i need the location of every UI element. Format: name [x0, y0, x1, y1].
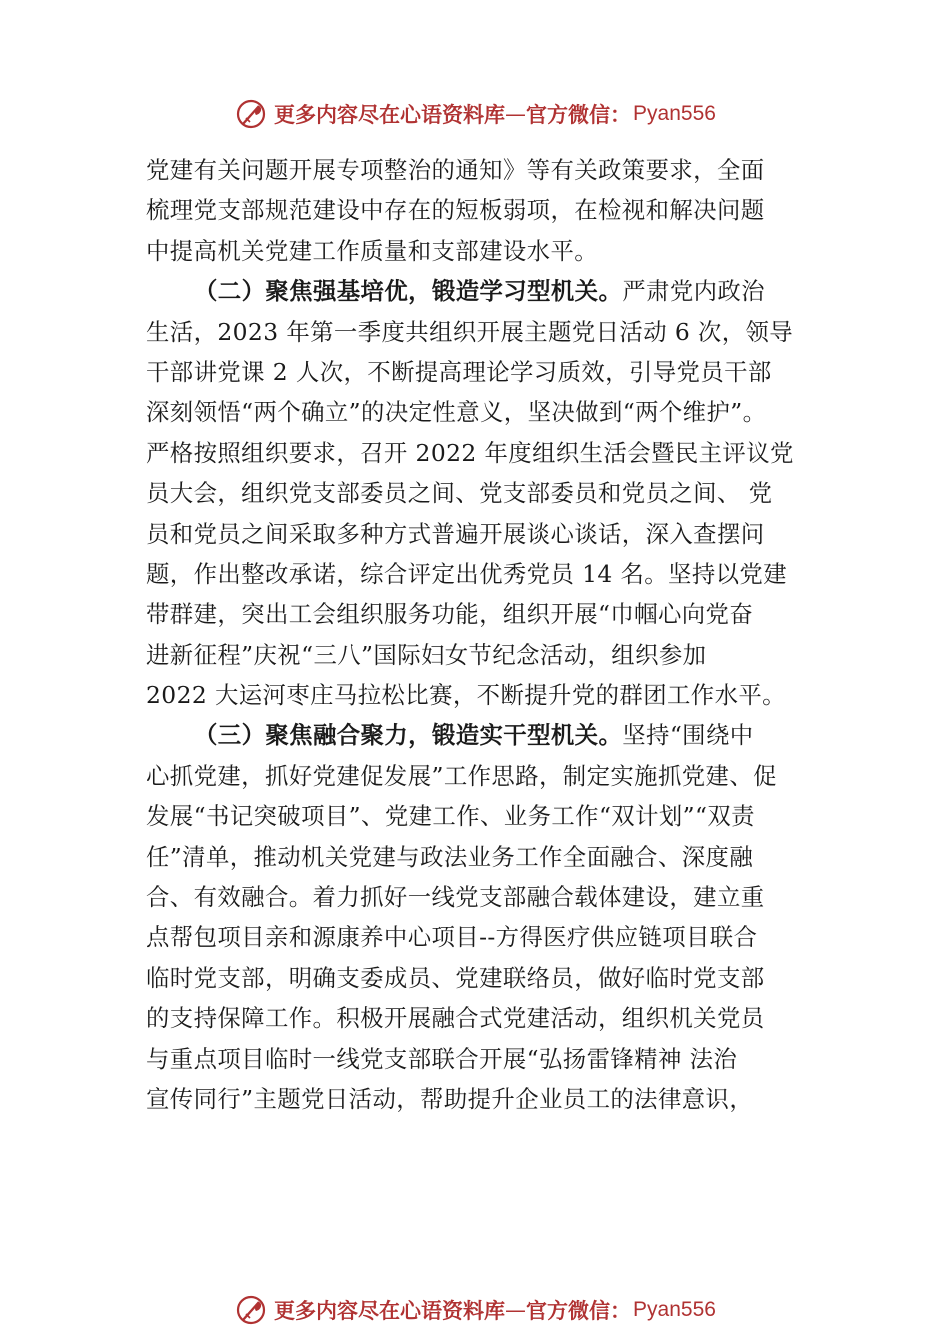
paragraph-line [146, 312, 808, 352]
line-text: 带群建，突出工会组织服务功能，组织开展“巾帼心向党奋 [146, 600, 754, 629]
line-text: 合、有效融合。着力抓好一线党支部融合载体建设，建立重 [146, 883, 765, 912]
banner-wechat-id: Pyan556 [633, 102, 716, 125]
paragraph-line [146, 392, 808, 432]
banner-dash: — [505, 1298, 527, 1322]
paragraph-line [146, 877, 808, 917]
line-text: 党建有关问题开展专项整治的通知》等有关政策要求，全面 [146, 156, 765, 184]
line-text: 临时党支部，明确支委成员、党建联络员，做好临时党支部 [146, 963, 765, 992]
paragraph-line [146, 796, 808, 836]
feather-pen-seal-icon [234, 97, 268, 131]
line-text: 中提高机关党建工作质量和支部建设水平。 [146, 236, 599, 265]
paragraph-line [146, 675, 808, 715]
paragraph-line [146, 554, 808, 594]
line-text: 严肃党内政治 [622, 277, 765, 306]
line-text: 员和党员之间采取多种方式普遍开展谈心谈话，深入查摆问 [146, 519, 765, 548]
paragraph-line [146, 958, 808, 998]
banner-wechat-id: Pyan556 [633, 1298, 716, 1321]
paragraph-line [146, 756, 808, 796]
banner-brand-text: 更多内容尽在心语资料库 [274, 103, 506, 127]
paragraph-line [146, 837, 808, 877]
line-text: 的支持保障工作。积极开展融合式党建活动，组织机关党员 [146, 1004, 765, 1033]
paragraph-line [146, 514, 808, 554]
paragraph-line [146, 998, 808, 1038]
section-heading-line [146, 271, 808, 311]
banner-wechat-label: 官方微信： [526, 103, 632, 127]
paragraph-line [146, 150, 808, 190]
section-heading: （三）聚焦融合聚力，锻造实干型机关。 [194, 721, 623, 750]
banner-dash: — [505, 102, 527, 126]
paragraph-line [146, 1039, 808, 1079]
line-text: 梳理党支部规范建设中存在的短板弱项，在检视和解决问题 [146, 196, 765, 225]
line-text: 任”清单，推动机关党建与政法业务工作全面融合、深度融 [146, 842, 754, 871]
paragraph-line [146, 231, 808, 271]
footer-watermark-banner [0, 1288, 950, 1332]
paragraph-line [146, 352, 808, 392]
banner-brand-text: 更多内容尽在心语资料库 [274, 1299, 506, 1323]
line-text: 员大会，组织党支部委员之间、党支部委员和党员之间、 党 [146, 479, 773, 508]
section-heading-line [146, 715, 808, 755]
line-text: 2022 大运河枣庄马拉松比赛，不断提升党的群团工作水平。 [146, 681, 786, 710]
line-text: 心抓党建，抓好党建促发展”工作思路，制定实施抓党建、促 [146, 761, 777, 790]
line-text: 题，作出整改承诺，综合评定出优秀党员 14 名。坚持以党建 [146, 559, 787, 588]
line-text: 与重点项目临时一线党支部联合开展“弘扬雷锋精神 法治 [146, 1044, 738, 1073]
line-text: 深刻领悟“两个确立”的决定性意义，坚决做到“两个维护”。 [146, 398, 767, 427]
feather-pen-seal-icon [234, 1293, 268, 1327]
line-text: 点帮包项目亲和源康养中心项目--方得医疗供应链项目联合 [146, 923, 758, 952]
banner-wechat-label: 官方微信： [526, 1299, 632, 1323]
paragraph-line [146, 635, 808, 675]
paragraph-line [146, 917, 808, 957]
line-text: 宣传同行”主题党日活动，帮助提升企业员工的法律意识， [146, 1084, 754, 1113]
paragraph-line [146, 473, 808, 513]
paragraph-line [146, 433, 808, 473]
paragraph-line [146, 594, 808, 634]
line-text: 坚持“围绕中 [622, 721, 754, 750]
header-watermark-banner [0, 92, 950, 136]
line-text: 干部讲党课 2 人次，不断提高理论学习质效，引导党员干部 [146, 357, 772, 386]
paragraph-line [146, 1079, 808, 1119]
line-text: 发展“书记突破项目”、党建工作、业务工作“双计划”“双责 [146, 802, 755, 831]
paragraph-line [146, 190, 808, 230]
section-heading: （二）聚焦强基培优，锻造学习型机关。 [194, 277, 623, 306]
document-body [146, 150, 808, 1119]
line-text: 严格按照组织要求，召开 2022 年度组织生活会暨民主评议党 [146, 438, 794, 467]
line-text: 进新征程”庆祝“三八”国际妇女节纪念活动，组织参加 [146, 640, 707, 669]
line-text: 生活，2023 年第一季度共组织开展主题党日活动 6 次，领导 [146, 317, 794, 346]
